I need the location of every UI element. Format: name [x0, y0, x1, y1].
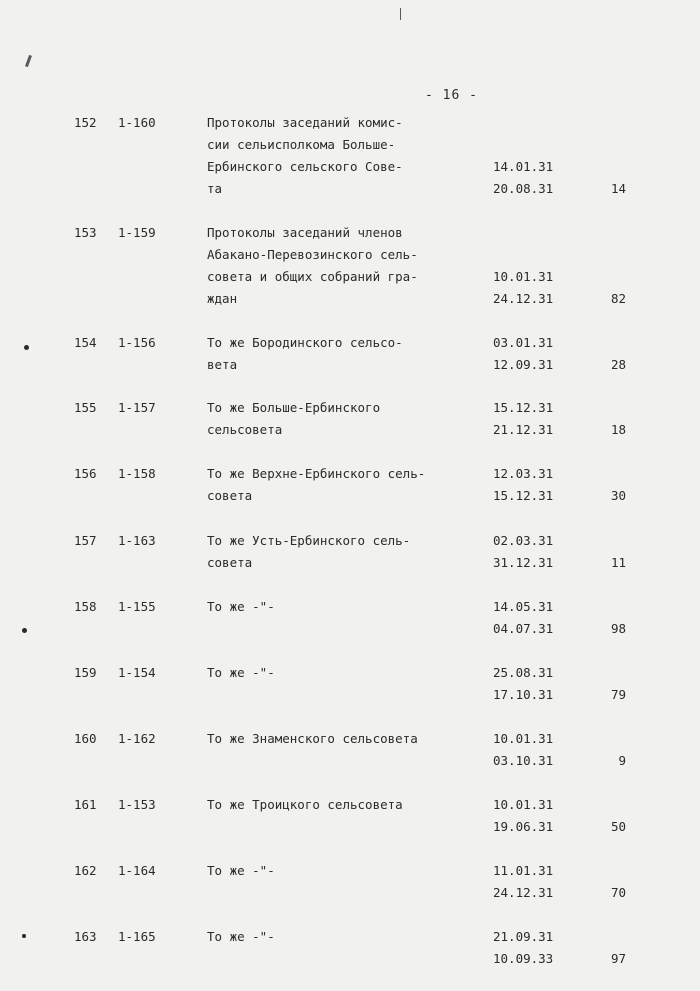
- scan-speck: [22, 628, 27, 633]
- entry-code: 1-164: [118, 863, 156, 878]
- entry-number: 157: [74, 533, 97, 548]
- entry-description-line: та: [207, 181, 223, 196]
- entry-description-line: Протоколы заседаний комис-: [207, 115, 403, 130]
- entry-sheet-count: 50: [610, 819, 626, 834]
- entry-date-from: 02.03.31: [493, 533, 554, 548]
- entry-description-line: То же -"-: [207, 929, 275, 944]
- entry-description-line: То же Усть-Ербинского сель-: [207, 533, 411, 548]
- entry-description-line: То же Знаменского сельсовета: [207, 731, 418, 746]
- entry-number: 155: [74, 400, 97, 415]
- entry-number: 152: [74, 115, 97, 130]
- entry-number: 160: [74, 731, 97, 746]
- entry-date-to: 19.06.31: [493, 819, 554, 834]
- entry-date-from: 03.01.31: [493, 335, 554, 350]
- entry-description-line: То же -"-: [207, 665, 275, 680]
- entry-date-from: 25.08.31: [493, 665, 554, 680]
- entry-date-from: 15.12.31: [493, 400, 554, 415]
- entry-date-from: 21.09.31: [493, 929, 554, 944]
- entry-description-line: сии сельисполкома Больше-: [207, 137, 396, 152]
- entry-date-from: 14.01.31: [493, 159, 554, 174]
- entry-description-line: вета: [207, 357, 238, 372]
- entry-number: 158: [74, 599, 97, 614]
- entry-code: 1-153: [118, 797, 156, 812]
- entry-sheet-count: 70: [610, 885, 626, 900]
- entry-description-line: совета: [207, 488, 253, 503]
- entry-number: 156: [74, 466, 97, 481]
- entry-date-to: 12.09.31: [493, 357, 554, 372]
- entry-description-line: ждан: [207, 291, 238, 306]
- entry-description-line: Ербинского сельского Сове-: [207, 159, 403, 174]
- scan-speck: [22, 934, 26, 938]
- page-number: - 16 -: [425, 88, 478, 103]
- entry-sheet-count: 9: [618, 753, 626, 768]
- entry-code: 1-156: [118, 335, 156, 350]
- entry-description-line: То же Троицкого сельсовета: [207, 797, 403, 812]
- scan-speck: [24, 345, 29, 350]
- entry-date-to: 21.12.31: [493, 422, 554, 437]
- entry-code: 1-158: [118, 466, 156, 481]
- entry-description-line: То же -"-: [207, 599, 275, 614]
- entry-number: 154: [74, 335, 97, 350]
- entry-description-line: То же -"-: [207, 863, 275, 878]
- entry-description-line: Абакано-Перевозинского сель-: [207, 247, 418, 262]
- entry-date-to: 15.12.31: [493, 488, 554, 503]
- entry-number: 159: [74, 665, 97, 680]
- entry-date-to: 24.12.31: [493, 291, 554, 306]
- entry-code: 1-155: [118, 599, 156, 614]
- entry-description-line: То же Бородинского сельсо-: [207, 335, 403, 350]
- entry-sheet-count: 28: [610, 357, 626, 372]
- entry-number: 162: [74, 863, 97, 878]
- entry-sheet-count: 98: [610, 621, 626, 636]
- entry-date-to: 10.09.33: [493, 951, 554, 966]
- entry-date-to: 31.12.31: [493, 555, 554, 570]
- entry-sheet-count: 18: [610, 422, 626, 437]
- entry-description-line: совета: [207, 555, 253, 570]
- entry-date-from: 10.01.31: [493, 797, 554, 812]
- entry-description-line: Протоколы заседаний членов: [207, 225, 403, 240]
- entry-code: 1-157: [118, 400, 156, 415]
- entry-sheet-count: 82: [610, 291, 626, 306]
- entry-number: 161: [74, 797, 97, 812]
- entry-date-from: 14.05.31: [493, 599, 554, 614]
- entry-date-to: 03.10.31: [493, 753, 554, 768]
- entry-date-to: 24.12.31: [493, 885, 554, 900]
- entry-date-to: 17.10.31: [493, 687, 554, 702]
- entry-description-line: То же Верхне-Ербинского сель-: [207, 466, 426, 481]
- entry-sheet-count: 30: [610, 488, 626, 503]
- entry-date-from: 10.01.31: [493, 731, 554, 746]
- entry-sheet-count: 11: [610, 555, 626, 570]
- entry-number: 153: [74, 225, 97, 240]
- entry-sheet-count: 97: [610, 951, 626, 966]
- entry-sheet-count: 14: [610, 181, 626, 196]
- scan-mark: [400, 8, 401, 20]
- entry-code: 1-154: [118, 665, 156, 680]
- entry-number: 163: [74, 929, 97, 944]
- scan-mark: [25, 55, 32, 67]
- entry-description-line: То же Больше-Ербинского: [207, 400, 381, 415]
- entry-date-from: 10.01.31: [493, 269, 554, 284]
- entry-code: 1-160: [118, 115, 156, 130]
- entry-date-to: 04.07.31: [493, 621, 554, 636]
- entry-code: 1-163: [118, 533, 156, 548]
- entry-description-line: совета и общих собраний гра-: [207, 269, 418, 284]
- entry-code: 1-159: [118, 225, 156, 240]
- entry-date-to: 20.08.31: [493, 181, 554, 196]
- entry-description-line: сельсовета: [207, 422, 283, 437]
- entry-code: 1-165: [118, 929, 156, 944]
- entry-sheet-count: 79: [610, 687, 626, 702]
- entry-date-from: 12.03.31: [493, 466, 554, 481]
- entry-date-from: 11.01.31: [493, 863, 554, 878]
- entry-code: 1-162: [118, 731, 156, 746]
